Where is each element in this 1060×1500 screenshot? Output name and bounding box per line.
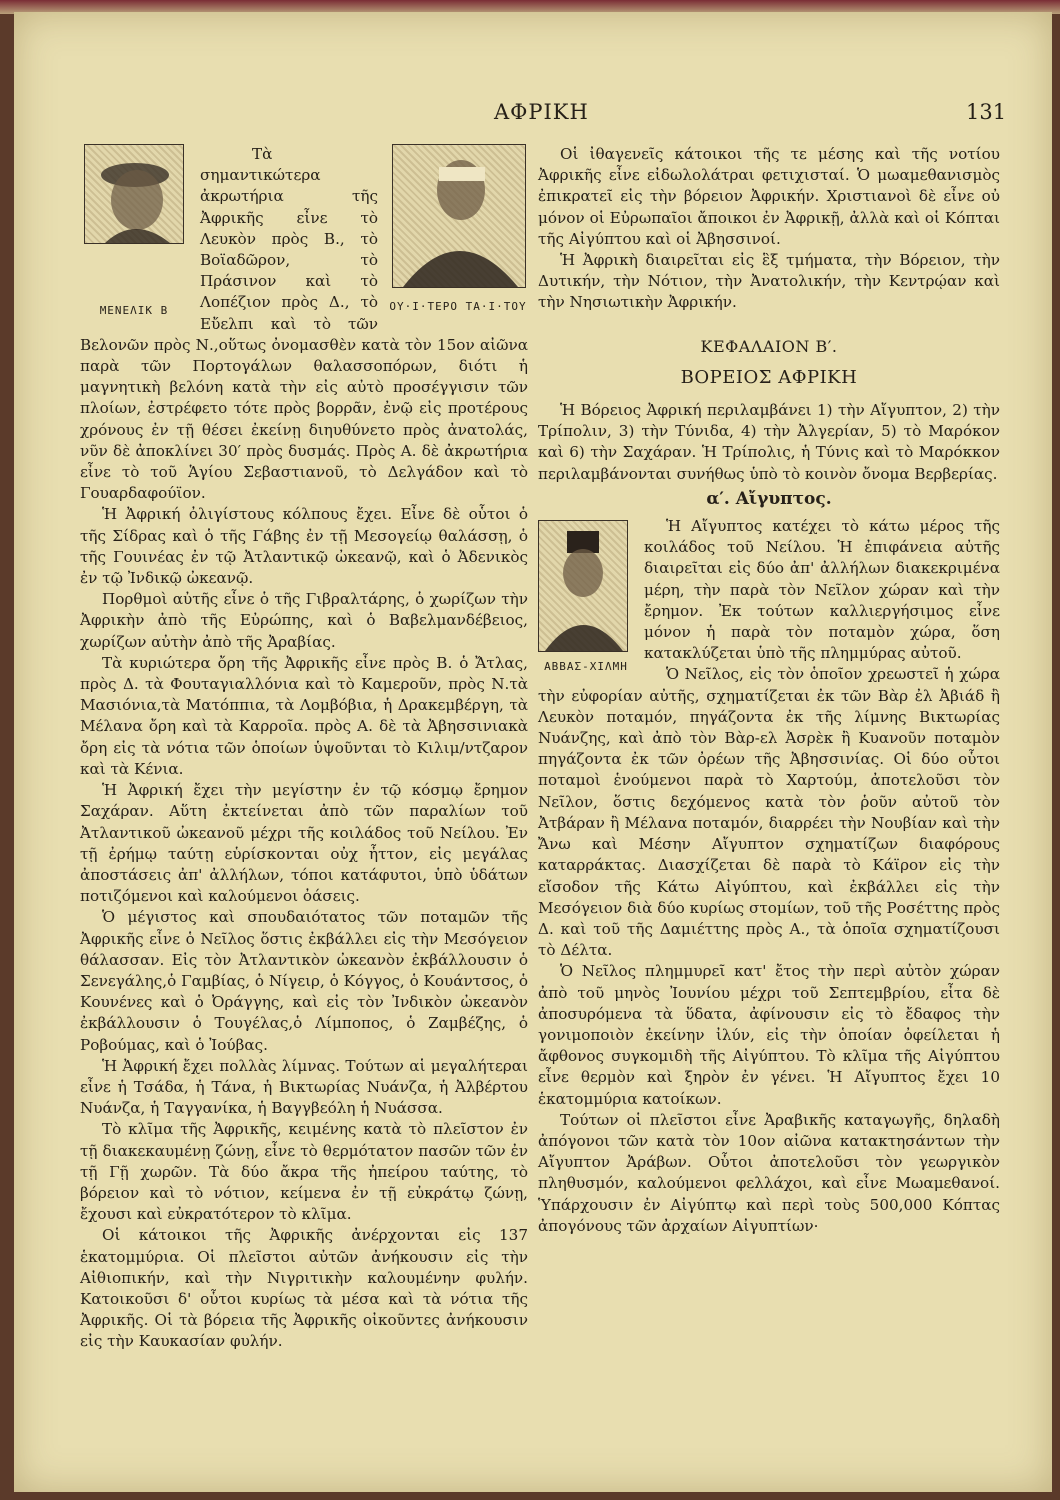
taitou-portrait bbox=[388, 144, 528, 317]
capes-paragraph: Τὰ σημαντικώτερα ἀκρωτήρια τῆς Ἀφρικῆς εἶνε τὸ Λευκὸν πρὸς Β., τὸ Βοϊαδῶρον, τὸ Πράσινον καὶ τὸ Λοπέζιον πρὸς Δ., τὸ Εὔελπι καὶ τὸ τῶν Βελονῶν πρὸς Ν.,οὕτως ὀνομασθὲν κατὰ τὸν 15ον αἰῶνα παρὰ τῶν Πορτογάλων θαλασσοπόρων, διότι ἡ μαγνητικὴ βελόνη κατὰ τὴν εἰς αὐτὸ προσέγγισιν τῶν πλοίων, ἐστρέφετο τότε πρὸς βορρᾶν, ἐνῷ εἰς προτέρους χρόνους ἐν τῇ θέσει ἐκείνῃ διηυθύνετο πρὸς ἀνατολάς, νῦν δὲ ἀποκλίνει 30′ πρὸς δυσμάς. Πρὸς Α. δὲ ἀκρωτήρια εἶνε τὸ τοῦ Ἁγίου Σεβαστιανοῦ, τὸ Δελγάδον καὶ τὸ Γουαρδαφούϊον. bbox=[80, 145, 528, 503]
abbas-portrait bbox=[538, 520, 634, 677]
taitou-image bbox=[392, 144, 526, 288]
climate-paragraph: Τὸ κλῖμα τῆς Ἀφρικῆς, κειμένης κατὰ τὸ πλεῖστον ἐν τῇ διακεκαυμένῃ ζώνῃ, εἶνε τὸ θερμότατον πασῶν τῶν ἐν τῇ Γῇ χωρῶν. Τὰ δύο ἄκρα τῆς ἠπείρου ταύτης, τὸ βόρειον καὶ τὸ νότιον, κείμενα ἐν τῇ εὐκράτῳ ζώνῃ, ἔχουσι καὶ εὐκρατότερον τὸ κλῖμα. bbox=[80, 1120, 528, 1224]
page-number: 131 bbox=[966, 100, 1007, 124]
left-column bbox=[80, 144, 528, 1353]
menelik-caption: ΜΕΝΕΛΙΚ Β bbox=[99, 304, 169, 317]
inhabitants-paragraph: Τούτων οἱ πλεῖστοι εἶνε Ἀραβικῆς καταγωγῆς, δηλαδὴ ἀπόγονοι τῶν κατὰ τὸν 10ον αἰῶνα κατακτησάντων τὴν Αἴγυπτον Ἀράβων. Οὗτοι ἀποτελοῦσι τὸν γεωργικὸν πληθυσμόν, καλούμενοι φελλάχοι, καὶ εἶνε Μωαμεθανοί. Ὑπάρχουσιν ἐν Αἰγύπτῳ καὶ περὶ τοὺς 500,000 Κόπτας ἀπογόνους τῶν ἀρχαίων Αἰγυπτίων· bbox=[538, 1110, 1000, 1235]
running-header-title: ΑΦΡΙΚΗ bbox=[494, 100, 589, 124]
chapter-title: ΒΟΡΕΙΟΣ ΑΦΡΙΚΗ bbox=[680, 366, 858, 388]
religion-paragraph: Οἱ ἰθαγενεῖς κάτοικοι τῆς τε μέσης καὶ τῆς νοτίου Ἀφρικῆς εἶνε εἰδωλολάτραι φετιχισταί. Ὁ μωαμεθανισμὸς ἐπικρατεῖ εἰς τὴν βόρειον Ἀφρικήν. Χριστιανοὶ δὲ εἶνε οὐ μόνον οἱ Εὐρωπαῖοι ἄποικοι ἐν Ἀφρικῇ, ἀλλὰ καὶ οἱ Κόπται τῆς Αἰγύπτου καὶ οἱ Ἀβησσινοί. bbox=[538, 145, 1000, 248]
divisions-paragraph: Ἡ Ἀφρικὴ διαιρεῖται εἰς ἓξ τμήματα, τὴν Βόρειον, τὴν Δυτικήν, τὴν Νότιον, τὴν Ἀνατολικήν, τὴν Κεντρῴαν καὶ τὴν Νησιωτικὴν Ἀφρικήν. bbox=[538, 251, 1000, 312]
rivers-paragraph: Ὁ μέγιστος καὶ σπουδαιότατος τῶν ποταμῶν τῆς Ἀφρικῆς εἶνε ὁ Νεῖλος ὅστις ἐκβάλλει εἰς τὴν Μεσόγειον θάλασσαν. Εἰς τὸν Ἀτλαντικὸν ὠκεανὸν ἐκβάλλουσιν ὁ Σενεγάλης,ὁ Γαμβίας, ὁ Νίγειρ, ὁ Κόγγος, ὁ Κουάντσος, ὁ Κουνένες καὶ ὁ Ὀράγγης, καὶ εἰς τὸν Ἰνδικὸν ὠκεανὸν ἐκβάλλουσιν ὁ Τουγέλας,ὁ Λίμποπος, ὁ Ζαμβέζης, ὁ Ροβούμας, καὶ ὁ Ἰούβας. bbox=[80, 908, 528, 1054]
book-page bbox=[14, 12, 1052, 1492]
straits-paragraph: Πορθμοὶ αὐτῆς εἶνε ὁ τῆς Γιβραλτάρης, ὁ χωρίζων τὴν Ἀφρικὴν ἀπὸ τῆς Εὐρώπης, καὶ ὁ Βαβελμανδέβειος, χωρίζων αὐτὴν ἀπὸ τῆς Ἀραβίας. bbox=[80, 590, 528, 651]
flood-paragraph: Ὁ Νεῖλος πλημμυρεῖ κατ' ἔτος τὴν περὶ αὐτὸν χώραν ἀπὸ τοῦ μηνὸς Ἰουνίου μέχρι τοῦ Σεπτεμβρίου, εἶτα δὲ ἀποσυρόμενα τὰ ὕδατα, ἀφίνουσιν εἰς τὸ ἔδαφος τὴν γονιμοποιὸν ἐκείνην ἰλύν, εἰς τὴν ὁποίαν ὀφείλεται ἡ ἄφθονος συγκομιδὴ τῆς Αἰγύπτου. Τὸ κλῖμα τῆς Αἰγύπτου εἶνε θερμὸν καὶ ξηρὸν ἐν γένει. Ἡ Αἴγυπτος ἔχει 10 ἑκατομμύρια κατοίκων. bbox=[538, 962, 1000, 1108]
population-paragraph: Οἱ κάτοικοι τῆς Ἀφρικῆς ἀνέρχονται εἰς 137 ἑκατομμύρια. Οἱ πλεῖστοι αὐτῶν ἀνήκουσιν εἰς τὴν Αἰθιοπικήν, καὶ τὴν Νιγριτικὴν καλουμένην φυλήν. Κατοικοῦσι δ' οὗτοι κυρίως τὰ μέσα καὶ τὰ νότια τῆς Ἀφρικῆς. Οἱ τὰ βόρεια τῆς Ἀφρικῆς οἰκοῦντες ἀνήκουσιν εἰς τὴν Καυκασίαν φυλήν. bbox=[80, 1226, 528, 1351]
lakes-paragraph: Ἡ Ἀφρική ἔχει πολλὰς λίμνας. Τούτων αἱ μεγαλήτεραι εἶνε ἡ Τσάδα, ἡ Τάνα, ἡ Βικτωρίας Νυάνζα, ἡ Ἀλβέρτου Νυάνζα, ἡ Ταγγανίκα, ἡ Βαγγβεόλη ἡ Νυάσσα. bbox=[80, 1056, 528, 1118]
abbas-image bbox=[538, 520, 628, 652]
right-column bbox=[538, 144, 1000, 1237]
menelik-image bbox=[84, 144, 184, 244]
mountains-paragraph: Τὰ κυριώτερα ὄρη τῆς Ἀφρικῆς εἶνε πρὸς Β. ὁ Ἄτλας, πρὸς Δ. τὰ Φουταγιαλλόνια καὶ τὸ Καμεροῦν, πρὸς Ν.τὰ Μασιόνια,τὰ Ματόππια, τὰ Λομβόβια, ἡ Δρακεμβέργη, τὰ Μέλανα ὄρη καὶ τὰ Καρροῖα. πρὸς Α. δὲ τὰ Ἀβησσινιακὰ ὄρη εἰς τὰ νότια τῶν ὁποίων ὑψοῦνται τὸ Κιλιμ/ντζαρον καὶ τὰ Κένια. bbox=[80, 653, 528, 778]
egypt-paragraph: Ἡ Αἴγυπτος κατέχει τὸ κάτω μέρος τῆς κοιλάδος τοῦ Νείλου. Ἡ ἐπιφάνεια αὐτῆς διαιρεῖται εἰς δύο ἀπ' ἀλλήλων διακεκριμένα μέρη, τὴν παρὰ τὸν Νεῖλον χώραν καὶ τὴν ἔρημον. Ἐκ τούτων καλλιεργήσιμος εἶνε μόνον ἡ παρὰ τὸν ποταμὸν χώρα, ὅση κατακλύζεται ὑπὸ τῆς πλημμύρας αὐτοῦ. bbox=[644, 517, 1000, 663]
nile-paragraph: Ὁ Νεῖλος, εἰς τὸν ὁποῖον χρεωστεῖ ἡ χώρα τὴν εὐφορίαν αὐτῆς, σχηματίζεται ἐκ τῶν Βὰρ ἐλ Ἀβιάδ ἢ Λευκὸν ποταμόν, πηγάζοντα ἐκ τῆς λίμνης Βικτωρίας Νυάνζης, καὶ ἀπὸ τὸν Βὰρ-ελ Ἀσρὲκ ἢ Κυανοῦν ποταμὸν πηγάζοντα ἐκ τῶν ὀρέων τῆς Ἀβησσινίας. Οἱ δύο οὗτοι ποταμοὶ ἑνούμενοι παρὰ τὸ Χαρτούμ, ἀποτελοῦσι τὸν Νεῖλον, ὅστις δεχόμενος κατὰ τὸν ῥοῦν αὐτοῦ τὸν Ἀτβάραν ἢ Μέλανα ποταμόν, διαρρέει τὴν Νουβίαν καὶ τὴν Ἄνω καὶ Μέσην Αἴγυπτον σχηματίζων διαφόρους καταρράκτας. Διασχίζεται δὲ παρὰ τὸ Κάϊρον εἰς τὴν εἴσοδον τῆς Κάτω Αἰγύπτου, καὶ ἐκβάλλει εἰς τὴν Μεσόγειον διὰ δύο κυρίως στομίων, τοῦ τῆς Ροσέττης πρὸς Δ. καὶ τοῦ τῆς Δαμιέττης πρὸς Α., τὰ ὁποῖα σχηματίζουσι τὸ Δέλτα. bbox=[538, 665, 1000, 960]
north-africa-paragraph: Ἡ Βόρειος Ἀφρική περιλαμβάνει 1) τὴν Αἴγυπτον, 2) τὴν Τρίπολιν, 3) τὴν Τύνιδα, 4) τὴν Ἀλγερίαν, 5) τὸ Μαρόκον καὶ 6) τὴν Σαχάραν. Ἡ Τρίπολις, ἡ Τύνις καὶ τὸ Μαρόκκον περιλαμβάνονται συνήθως ὑπὸ τὸ κοινὸν ὄνομα Βερβερίας. bbox=[538, 401, 1000, 483]
taitou-caption: ΟΥ·Ι·ΤΕΡΟ ΤΑ·Ι·ΤΟΥ bbox=[389, 300, 527, 313]
chapter-label: ΚΕΦΑΛΑΙΟΝ Β′. bbox=[700, 336, 838, 356]
abbas-caption: ΑΒΒΑΣ-ΧΙΛΜΗ bbox=[544, 660, 628, 674]
egypt-section-title: α′. Αἴγυπτος. bbox=[706, 488, 832, 509]
desert-paragraph: Ἡ Ἀφρική ἔχει τὴν μεγίστην ἐν τῷ κόσμῳ ἔρημον Σαχάραν. Αὕτη ἐκτείνεται ἀπὸ τῶν παραλίων τοῦ Ἀτλαντικοῦ ὠκεανοῦ μέχρι τῆς κοιλάδος τοῦ Νείλου. Ἐν τῇ ἐρήμῳ ταύτῃ εὑρίσκονται οὐχ ἧττον, εἰς μεγάλας ἀποστάσεις ἀπ' ἀλλήλων, τόποι κατάφυτοι, ὑπὸ ὑδάτων ποτιζόμενοι καὶ καλούμενοι ὀάσεις. bbox=[80, 781, 528, 906]
menelik-portrait bbox=[80, 144, 188, 321]
gulfs-paragraph: Ἡ Ἀφρική ὀλιγίστους κόλπους ἔχει. Εἶνε δὲ οὗτοι ὁ τῆς Σίδρας καὶ ὁ τῆς Γάβης ἐν τῇ Μεσογείῳ θαλάσσῃ, ὁ τῆς Γουινέας ἐν τῷ Ἀτλαντικῷ ὠκεανῷ, καὶ ὁ Ἀδενικὸς ἐν τῷ Ἰνδικῷ ὠκεανῷ. bbox=[80, 505, 528, 588]
